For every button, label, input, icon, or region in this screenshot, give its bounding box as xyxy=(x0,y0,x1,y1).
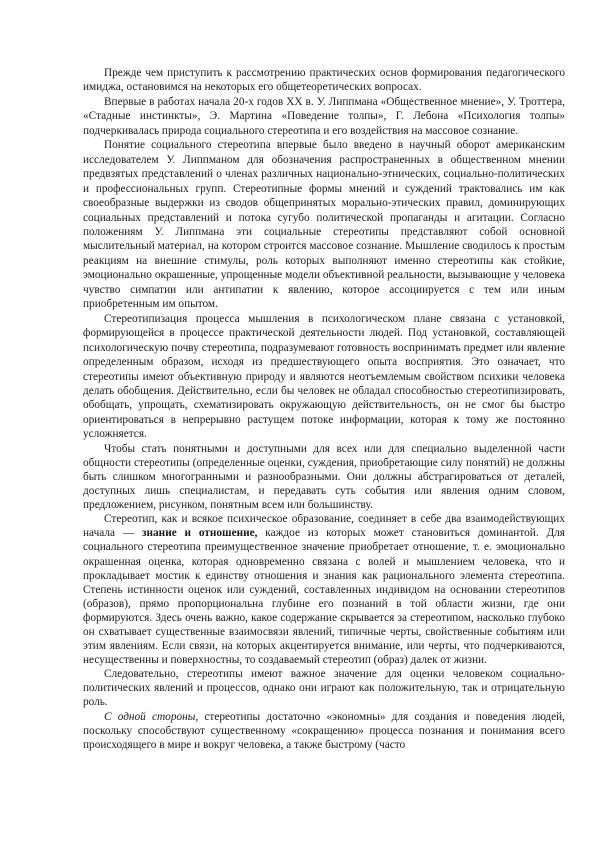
paragraph-stereotype-concept: Понятие социального стереотипа впервые было введено в научный оборот американским исследователем У. Липпманом для обозначения распространенных в общественном мнении предвзятых представлений о членах различных национально-этнических, социально-политических и профессиональных групп. Стереотипные формы мнений и суждений трактовались им как своеобразные выдержки из сводов общепринятых морально-этических правил, доминирующих социальных представлений и потока сугубо политической пропаганды и агитации. Согласно положениям У. Липпмана эти социальные стереотипы представляют собой основной мыслительный материал, на котором строится массовое сознание. Мышление сводилось к простым реакциям на внешние стимулы, роль которых выполняют именно стереотипы как стойкие, эмоционально окрашенные, упрощенные модели объективной реальности, вызывающие у человека чувство симпатии или антипатии к явлению, которое ассоциируется с тем или иным приобретенным им опытом. xyxy=(83,139,565,311)
paragraph-knowledge-attitude xyxy=(83,512,565,667)
document-page xyxy=(83,66,565,752)
paragraph-knowledge-attitude-text-b: каждое из которых может становиться доминантой. Для социального стереотипа преимущественное значение приобретает отношение, т. е. эмоционально окрашенная оценка, которая одновременно связана с волей и мышлением человека, что и прокладывает мостик к единству отношения и знания как рационального элемента стереотипа. Степень истинности оценок или суждений, составленных индивидом на основании стереотипов (образов), прямо пропорциональна глубине его познаний в той области жизни, где они формируются. Здесь очень важно, какое содержание скрывается за стереотипом, насколько глубоко он схватывает существенные взаимосвязи явлений, типичные черты, свойственные событиям или этим явлениям. Если связи, на которых акцентируется внимание, или черты, что подчеркиваются, несущественны и поверхностны, то создаваемый стереотип (образ) далек от жизни. xyxy=(83,527,565,667)
paragraph-accessibility: Чтобы стать понятными и доступными для всех или для специально выделенной части общности стереотипы (определенные оценки, суждения, приобретающие силу понятий) не должны быть слишком многогранными и разнообразными. Они должны абстрагироваться от деталей, доступных лишь специалистам, и передавать суть события или явления одним словом, предложением, рисунком, понятным всем или большинству. xyxy=(83,442,565,512)
paragraph-one-side-text: стереотипы достаточно «экономны» для создания и поведения людей, поскольку способствуют существенному «сокращению» процесса познания и понимания всего происходящего в мире и вокруг человека, а также быстрому (часто xyxy=(83,710,565,751)
emphasis-knowledge-attitude: знание и отношение, xyxy=(141,527,258,540)
paragraph-one-side xyxy=(83,710,565,752)
paragraph-lippmann-works: Впервые в работах начала 20-х годов XX в. У. Липпмана «Общественное мнение», У. Троттера, «Стадные инстинкты», Э. Мартина «Поведение толпы», Г. Лебона «Психология толпы» подчеркивалась природа социального стереотипа и его воздействия на массовое сознание. xyxy=(83,95,565,137)
paragraph-conclusion: Следовательно, стереотипы имеют важное значение для оценки человеком социально-политических явлений и процессов, однако они играют как положительную, так и отрицательную роль. xyxy=(83,668,565,709)
paragraph-stereotypization: Стереотипизация процесса мышления в психологическом плане связана с установкой, формирующейся в процессе практической деятельности людей. Под установкой, составляющей психологическую почву стереотипа, подразумевают готовность воспринимать предмет или явление определенным образом, исходя из предшествующего опыта восприятия. Это означает, что стереотипы имеют объективную природу и являются неотъемлемым свойством психики человека делать обобщения. Действительно, если бы человек не обладал способностью стереотипизировать, обобщать, упрощать, схематизировать окружающую действительность, он не смог бы быстро ориентироваться в непрерывно растущем потоке информации, которая к тому же постоянно усложняется. xyxy=(83,312,565,441)
emphasis-one-side: С одной стороны, xyxy=(104,710,199,723)
paragraph-knowledge-attitude-text-a: Стереотип, как и всякое психическое образование, соединяет в себе два взаимодействующих начала — xyxy=(83,513,565,540)
paragraph-intro: Прежде чем приступить к рассмотрению практических основ формирования педагогического имиджа, остановимся на некоторых его общетеоретических вопросах. xyxy=(83,67,565,94)
